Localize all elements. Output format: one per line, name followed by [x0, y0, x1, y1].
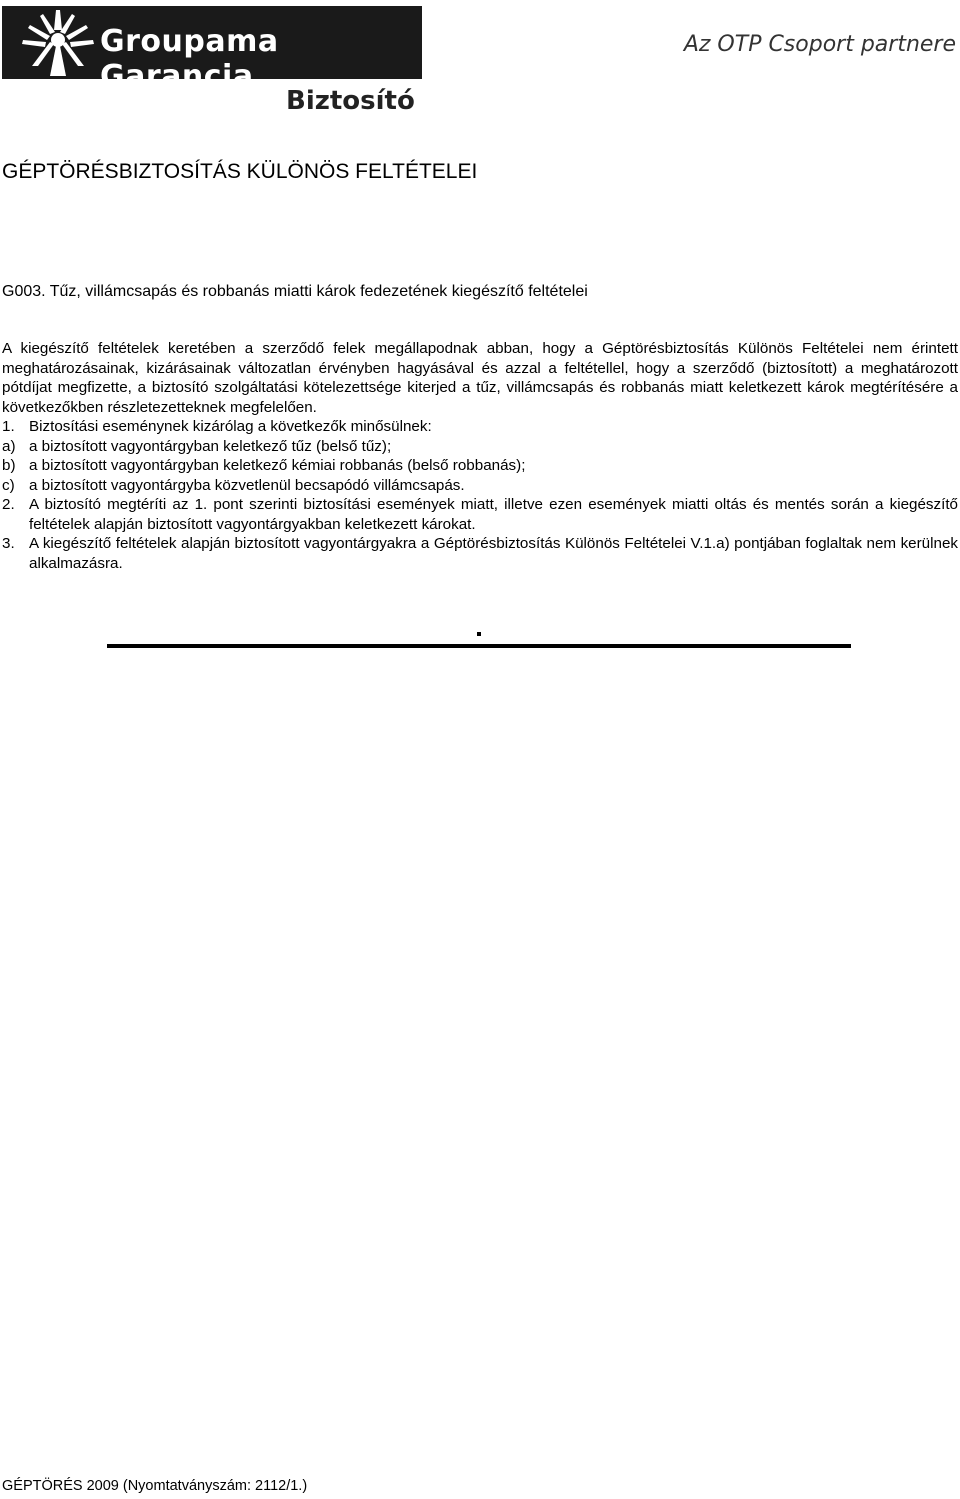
list-item [2, 534, 958, 573]
divider-rule [107, 644, 851, 648]
list-item [2, 495, 958, 534]
brand-name: Groupama Garancia [100, 24, 279, 94]
intro-paragraph: A kiegészítő feltételek keretében a szerződő felek megállapodnak abban, hogy a Géptörésbiztosítás Különös Feltételei nem érintett meghatározásainak, kizárásainak változatlan érvényben hagyásával és azzal a feltétellel, hogy a szerződő (biztosított) a meghatározott pótdíjat megfizette, a biztosító szolgáltatási kötelezettsége kiterjed a tűz, villámcsapás és robbanás miatt keletkezett károk megtérítésére a következőkben részletezetteknek megfelelően. [2, 340, 958, 416]
sub-brand: Biztosító [286, 86, 415, 116]
groupama-emblem-icon [10, 6, 100, 79]
sub-list-item [2, 476, 958, 496]
sub-list-item [2, 456, 958, 476]
section-title: G003. Tűz, villámcsapás és robbanás miatti károk fedezetének kiegészítő feltételei [2, 283, 588, 300]
partner-tagline: Az OTP Csoport partnere [683, 32, 956, 57]
item-number: 2. [2, 496, 15, 513]
sub-item-label: a) [2, 437, 16, 455]
company-logo [2, 6, 422, 94]
item-text: Biztosítási eseménynek kizárólag a következők minősülnek: [29, 418, 432, 435]
sub-list-item [2, 437, 958, 457]
item-text: A biztosító megtéríti az 1. pont szerinti biztosítási események miatt, illetve ezen események miatti oltás és mentés során a kiegészítő feltételek alapján biztosított vagyontárgyakban keletkezett károkat. [29, 496, 958, 533]
list-item [2, 417, 958, 437]
sub-item-text: a biztosított vagyontárgyban keletkező kémiai robbanás (belső robbanás); [29, 457, 526, 474]
item-number: 3. [2, 535, 15, 552]
sub-item-label: b) [2, 457, 16, 474]
document-title: GÉPTÖRÉSBIZTOSÍTÁS KÜLÖNÖS FELTÉTELEI [2, 160, 478, 183]
item-number: 1. [2, 418, 15, 435]
sub-item-text: a biztosított vagyontárgyban keletkező tűz (belső tűz); [29, 437, 392, 455]
form-footer: GÉPTÖRÉS 2009 (Nyomtatványszám: 2112/1.) [2, 1478, 308, 1494]
sub-item-text: a biztosított vagyontárgyba közvetlenül becsapódó villámcsapás. [29, 476, 465, 494]
sub-item-label: c) [2, 476, 15, 494]
item-text: A kiegészítő feltételek alapján biztosított vagyontárgyakra a Géptörésbiztosítás Különös Feltételei V.1.a) pontjában foglaltak nem kerülnek alkalmazásra. [29, 535, 958, 572]
document-body [2, 339, 958, 573]
divider-dot [477, 632, 481, 636]
